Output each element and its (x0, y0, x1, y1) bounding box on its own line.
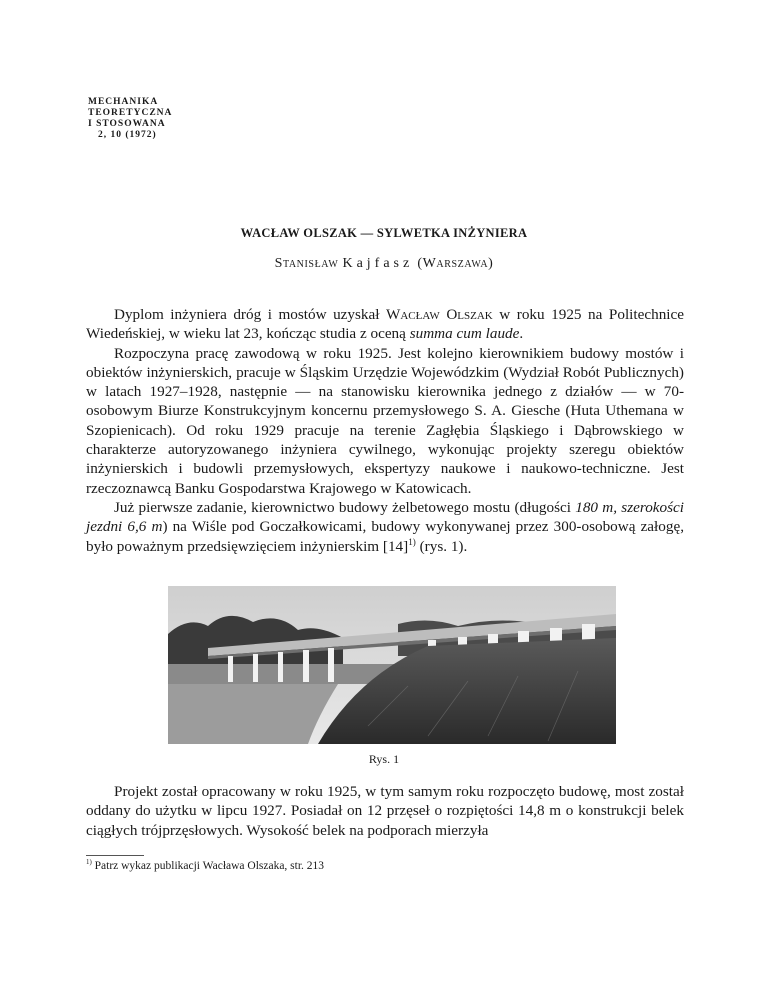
paragraph-1-c: . (519, 325, 524, 343)
body-text-top (86, 305, 684, 556)
bridge-photo (168, 586, 616, 744)
paragraph-3-b: ) na Wiśle pod Goczałkowicami, budowy wykonywanej przez 300-osobową załogę, było poważnym przedsięwzięciem inżynierskim [14] (86, 518, 684, 555)
journal-name-line2: TEORETYCZNA (88, 108, 173, 118)
figure-caption: Rys. 1 (368, 752, 400, 766)
paragraph-1-b: w roku 1925 na Politechnice Wiedeńskiej, w wieku lat 23, kończąc studia z oceną (86, 306, 684, 343)
paragraph-2: Rozpoczyna pracę zawodową w roku 1925. Jest kolejno kierownikiem budowy mostów i obiektów inżynierskich, pracuje w Śląskim Urzędzie Wojewódzkim (Wydział Robót Publicznych) w latach 1927–1928, następnie — na stanowisku kierownika jednego z działów — w 70-osobowym Biurze Konstrukcyjnym koncernu przemysłowego S. A. Giesche (Huta Uthemana w Szopienicach). Od roku 1929 pracuje na terenie Zagłębia Śląskiego i Dąbrowskiego w charakterze autoryzowanego inżyniera cywilnego, wykonując projekty szeregu obiektów inżynierskich i budowli przemysłowych, ekspertyzy naukowe i naukowo-techniczne. Jest rzeczoznawcą Banku Gospodarstwa Krajowego w Katowicach. (86, 344, 684, 497)
article-title: WACŁAW OLSZAK — SYLWETKA INŻYNIERA (240, 226, 528, 240)
footnote (86, 860, 324, 872)
paragraph-3 (86, 498, 684, 556)
article-author (0, 256, 768, 272)
journal-name-line3: I STOSOWANA (88, 119, 166, 129)
person-name: Wacław Olszak (386, 306, 493, 323)
footnote-divider (86, 855, 144, 856)
bridge-photo-illustration (168, 586, 616, 744)
body-text-bottom (86, 782, 684, 840)
paragraph-3-c: (rys. 1). (415, 537, 468, 555)
author-last-name: Kajfasz (342, 256, 414, 271)
journal-issue: 2, 10 (1972) (98, 130, 157, 140)
footnote-ref: 1) (408, 536, 416, 547)
paragraph-3-a: Już pierwsze zadanie, kierownictwo budowy żelbetowego mostu (długości (114, 498, 576, 516)
footnote-text: Patrz wykaz publikacji Wacława Olszaka, str. 213 (94, 860, 325, 872)
paragraph-4: Projekt został opracowany w roku 1925, w tym samym roku rozpoczęto budowę, most został oddany do użytku w lipcu 1927. Posiadał on 12 przęseł o rozpiętości 14,8 m o konstrukcji belek ciągłych trójprzęsłowych. Wysokość belek na podporach mierzyła (86, 783, 684, 839)
author-first-name: Stanisław (274, 256, 339, 271)
journal-name-line1: MECHANIKA (88, 97, 159, 107)
paragraph-1-a: Dyplom inżyniera dróg i mostów uzyskał (114, 306, 387, 323)
author-affiliation: (Warszawa) (417, 256, 494, 271)
journal-header (88, 97, 172, 141)
honours-italic: summa cum laude (409, 325, 520, 343)
footnote-mark: 1) (86, 859, 92, 867)
bridge-dimensions-italic: 180 m, szerokości jezdni 6,6 m (86, 498, 684, 536)
paragraph-1 (86, 305, 684, 344)
